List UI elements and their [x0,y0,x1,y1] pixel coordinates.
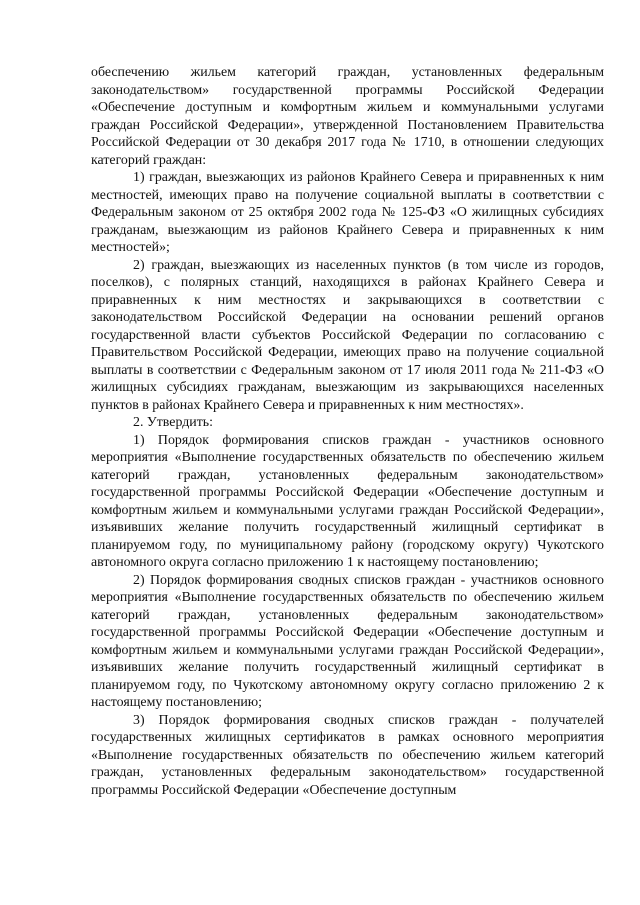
paragraph-approve-item-1: 1) Порядок формирования списков граждан - участников основного мероприятия «Выполнение государственных обязательств по обеспечению жильем категорий граждан, установленных федеральным законодательством» государственной программы Российской Федерации «Обеспечение доступным и комфортным жильем и коммунальными услугами граждан Российской Федерации», изъявивших желание получить государственный жилищный сертификат в планируемом году, по муниципальному району (городскому округу) Чукотского автономного округа согласно приложению 1 к настоящему постановлению; [91,432,604,570]
paragraph-intro: обеспечению жильем категорий граждан, установленных федеральным законодательством» государственной программы Российской Федерации «Обеспечение доступным и комфортным жильем и коммунальными услугами граждан Российской Федерации», утвержденной Постановлением Правительства Российской Федерации от 30 декабря 2017 года № 1710, в отношении следующих категорий граждан: [91,65,604,168]
paragraph-section-2-approve: 2. Утвердить: [133,415,213,430]
paragraph-item-1-far-north: 1) граждан, выезжающих из районов Крайнего Севера и приравненных к ним местностей, имеющих право на получение социальной выплаты в соответствии с Федеральным законом от 25 октября 2002 года № 125-ФЗ «О жилищных субсидиях гражданам, выезжающим из районов Крайнего Севера и приравненных к ним местностей»; [91,170,604,255]
paragraph-item-2-closing-settlements: 2) граждан, выезжающих из населенных пунктов (в том числе из городов, поселков), с полярных станций, находящихся в районах Крайнего Севера и приравненных к ним местностях и закрывающихся в соответствии с законодательством Российской Федерации на основании решений органов государственной власти субъектов Российской Федерации по согласованию с Правительством Российской Федерации, имеющих право на получение социальной выплаты в соответствии с Федеральным законом от 17 июля 2011 года № 211-ФЗ «О жилищных субсидиях гражданам, выезжающим из закрывающихся населенных пунктов в районах Крайнего Севера и приравненных к ним местностях». [91,257,604,413]
document-page [91,64,604,799]
paragraph-approve-item-3: 3) Порядок формирования сводных списков граждан - получателей государственных жилищных сертификатов в рамках основного мероприятия «Выполнение государственных обязательств по обеспечению жильем категорий граждан, установленных федеральным законодательством» государственной программы Российской Федерации «Обеспечение доступным [91,712,604,798]
paragraph-approve-item-2: 2) Порядок формирования сводных списков граждан - участников основного мероприятия «Выполнение государственных обязательств по обеспечению жильем категорий граждан, установленных федеральным законодательством» государственной программы Российской Федерации «Обеспечение доступным и комфортным жильем и коммунальными услугами граждан Российской Федерации», изъявивших желание получить государственный жилищный сертификат в планируемом году, по Чукотскому автономному округу согласно приложению 2 к настоящему постановлению; [91,572,604,710]
